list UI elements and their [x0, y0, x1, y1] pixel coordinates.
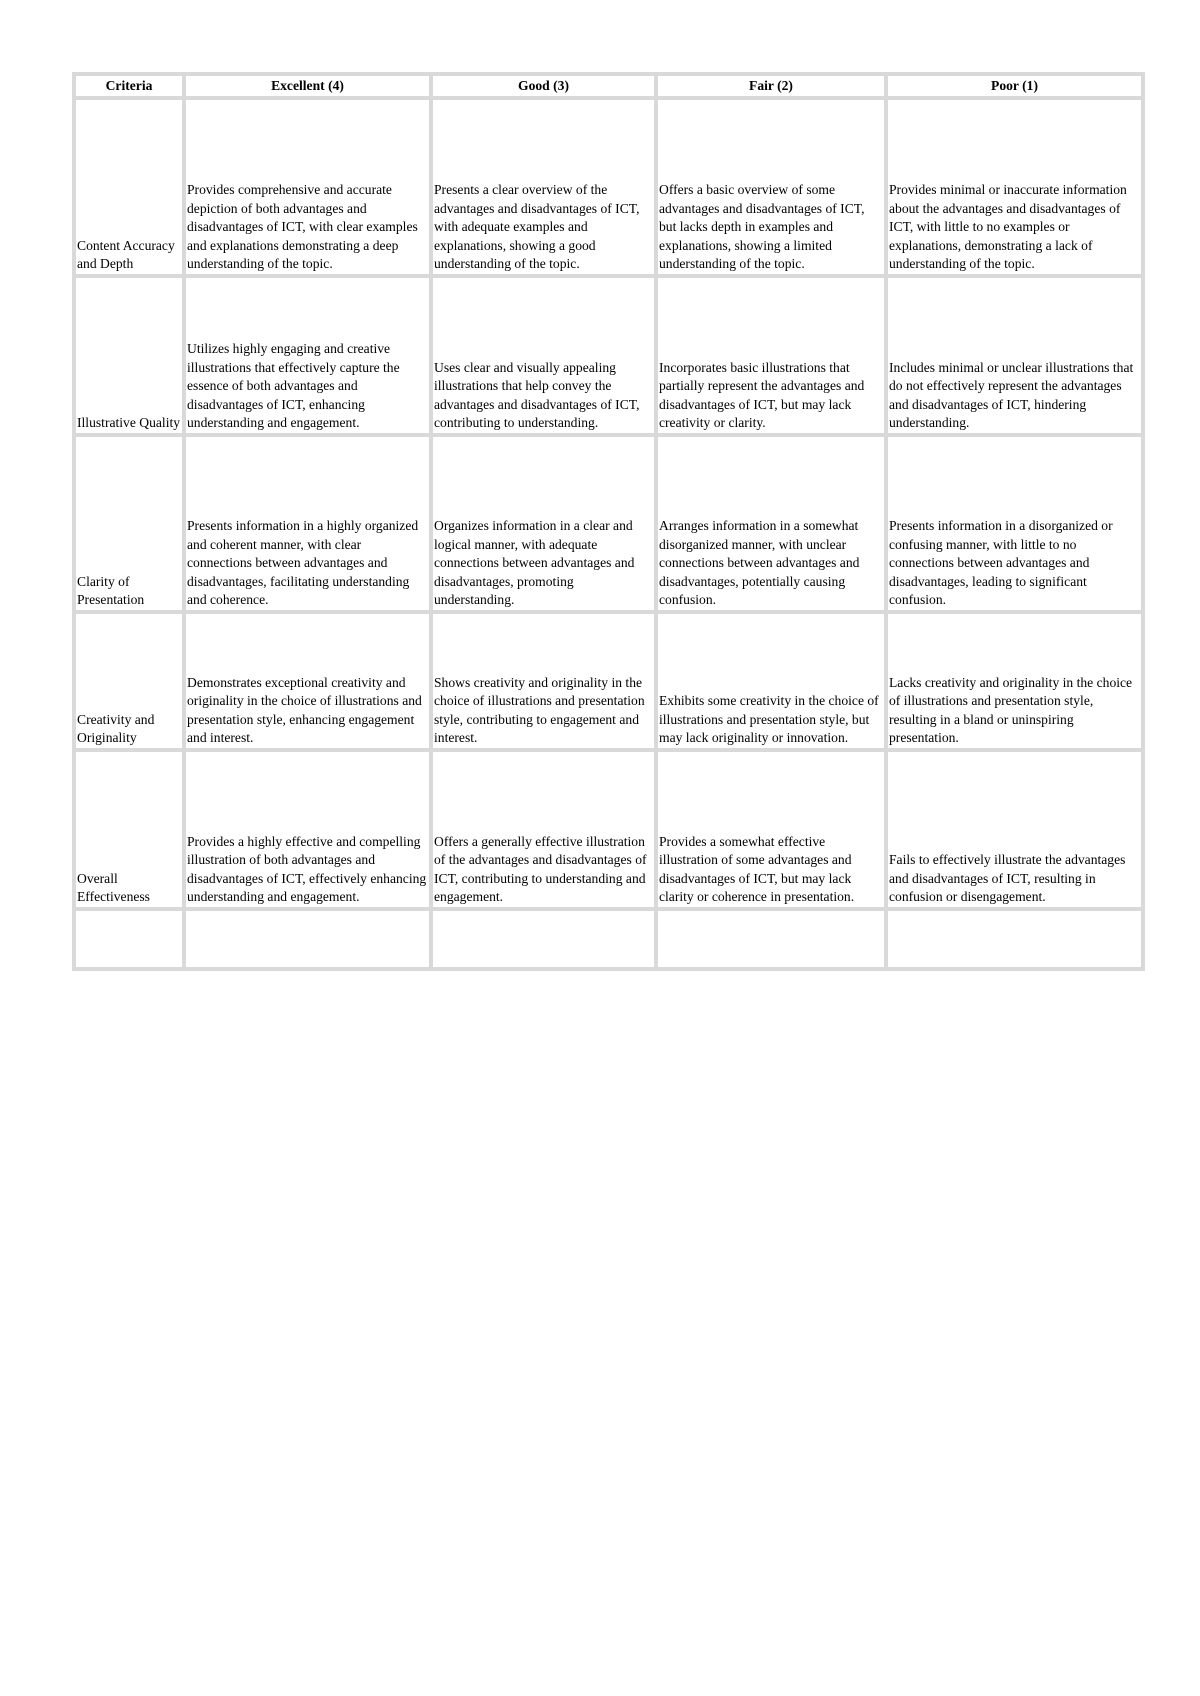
poor-cell: Lacks creativity and originality in the choice of illustrations and presentation style, resulting in a bland or uninspiring presentation.	[886, 612, 1143, 750]
header-good: Good (3)	[431, 74, 656, 98]
header-excellent: Excellent (4)	[184, 74, 431, 98]
poor-cell: Includes minimal or unclear illustrations that do not effectively represent the advantages and disadvantages of ICT, hindering understanding.	[886, 276, 1143, 435]
fair-cell: Offers a basic overview of some advantages and disadvantages of ICT, but lacks depth in examples and explanations, showing a limited understanding of the topic.	[656, 98, 886, 276]
table-row	[74, 98, 1143, 276]
fair-cell: Provides a somewhat effective illustration of some advantages and disadvantages of ICT, but may lack clarity or coherence in presentation.	[656, 750, 886, 909]
fair-cell: Exhibits some creativity in the choice of illustrations and presentation style, but may lack originality or innovation.	[656, 612, 886, 750]
table-row	[74, 276, 1143, 435]
excellent-cell: Provides a highly effective and compelling illustration of both advantages and disadvantages of ICT, effectively enhancing understanding and engagement.	[184, 750, 431, 909]
excellent-cell: Demonstrates exceptional creativity and originality in the choice of illustrations and presentation style, enhancing engagement and interest.	[184, 612, 431, 750]
header-row	[74, 74, 1143, 98]
criteria-cell: Illustrative Quality	[74, 276, 184, 435]
criteria-cell: Clarity of Presentation	[74, 435, 184, 612]
empty-cell	[184, 909, 431, 969]
poor-cell: Presents information in a disorganized or confusing manner, with little to no connections between advantages and disadvantages, leading to significant confusion.	[886, 435, 1143, 612]
fair-cell: Incorporates basic illustrations that partially represent the advantages and disadvantages of ICT, but may lack creativity or clarity.	[656, 276, 886, 435]
rubric-table	[72, 72, 1145, 971]
poor-cell: Fails to effectively illustrate the advantages and disadvantages of ICT, resulting in confusion or disengagement.	[886, 750, 1143, 909]
header-poor: Poor (1)	[886, 74, 1143, 98]
empty-cell	[886, 909, 1143, 969]
excellent-cell: Presents information in a highly organized and coherent manner, with clear connections between advantages and disadvantages, facilitating understanding and coherence.	[184, 435, 431, 612]
empty-cell	[656, 909, 886, 969]
excellent-cell: Provides comprehensive and accurate depiction of both advantages and disadvantages of ICT, with clear examples and explanations demonstrating a deep understanding of the topic.	[184, 98, 431, 276]
excellent-cell: Utilizes highly engaging and creative illustrations that effectively capture the essence of both advantages and disadvantages of ICT, enhancing understanding and engagement.	[184, 276, 431, 435]
table-row	[74, 750, 1143, 909]
good-cell: Shows creativity and originality in the choice of illustrations and presentation style, contributing to engagement and interest.	[431, 612, 656, 750]
header-fair: Fair (2)	[656, 74, 886, 98]
good-cell: Uses clear and visually appealing illustrations that help convey the advantages and disadvantages of ICT, contributing to understanding.	[431, 276, 656, 435]
criteria-cell: Content Accuracy and Depth	[74, 98, 184, 276]
criteria-cell: Creativity and Originality	[74, 612, 184, 750]
fair-cell: Arranges information in a somewhat disorganized manner, with unclear connections between advantages and disadvantages, potentially causing confusion.	[656, 435, 886, 612]
empty-cell	[74, 909, 184, 969]
table-row	[74, 435, 1143, 612]
empty-row	[74, 909, 1143, 969]
good-cell: Presents a clear overview of the advantages and disadvantages of ICT, with adequate examples and explanations, showing a good understanding of the topic.	[431, 98, 656, 276]
poor-cell: Provides minimal or inaccurate information about the advantages and disadvantages of ICT, with little to no examples or explanations, demonstrating a lack of understanding of the topic.	[886, 98, 1143, 276]
good-cell: Organizes information in a clear and logical manner, with adequate connections between advantages and disadvantages, promoting understanding.	[431, 435, 656, 612]
table-row	[74, 612, 1143, 750]
header-criteria: Criteria	[74, 74, 184, 98]
empty-cell	[431, 909, 656, 969]
criteria-cell: Overall Effectiveness	[74, 750, 184, 909]
good-cell: Offers a generally effective illustration of the advantages and disadvantages of ICT, contributing to understanding and engagement.	[431, 750, 656, 909]
